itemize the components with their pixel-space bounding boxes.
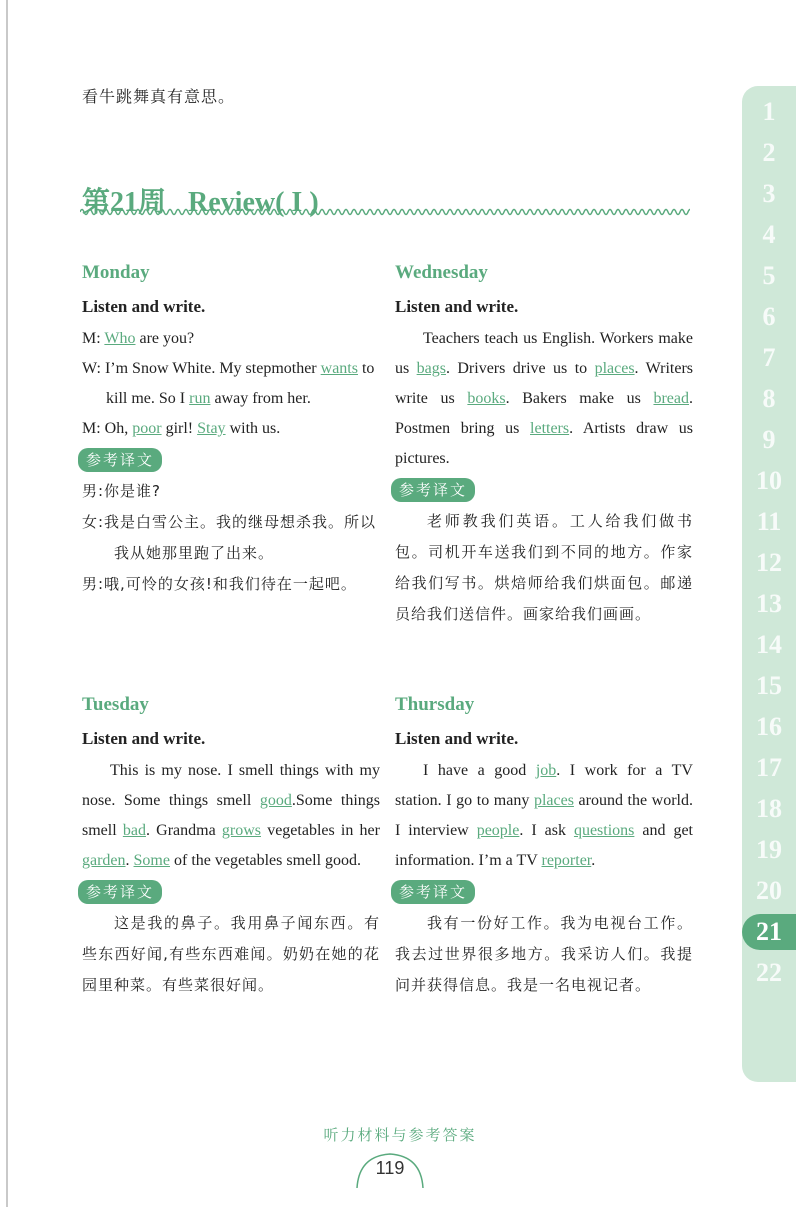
answer-blank: Some bbox=[133, 852, 170, 869]
speaker: M: bbox=[82, 330, 105, 347]
translation bbox=[82, 476, 380, 600]
passage-text: . bbox=[125, 852, 134, 869]
passage-text: . Grandma bbox=[145, 822, 222, 839]
tuesday-section bbox=[82, 690, 380, 1001]
translation: 老师教我们英语。工人给我们做书包。司机开车送我们到不同的地方。作家给我们写书。烘焙师给我们烘面包。邮递员给我们送信件。画家给我们画画。 bbox=[395, 512, 693, 623]
passage-text: . Postmen bring us bbox=[395, 390, 693, 437]
week-tabs bbox=[742, 86, 796, 1082]
answer-blank: places bbox=[533, 792, 574, 809]
week-tab-5[interactable]: 5 bbox=[762, 261, 776, 290]
translation-badge: 参考译文 bbox=[391, 478, 475, 502]
answer-blank: letters bbox=[530, 420, 570, 437]
week-tab-8[interactable]: 8 bbox=[762, 384, 776, 413]
passage-text: . Artists draw us pictures. bbox=[395, 420, 694, 467]
passage-text: . bbox=[591, 852, 596, 869]
week-tab-21[interactable]: 21 bbox=[742, 914, 796, 950]
instruction: Listen and write. bbox=[395, 729, 519, 748]
translation: 我有一份好工作。我为电视台工作。我去过世界很多地方。我采访人们。我提问并获得信息。我是一名电视记者。 bbox=[395, 914, 693, 994]
answer-blank: garden bbox=[82, 852, 126, 869]
passage-text: away from her. bbox=[210, 390, 311, 407]
week-tab-11[interactable]: 11 bbox=[756, 507, 782, 536]
translation-line: 男:哦,可怜的女孩!和我们待在一起吧。 bbox=[82, 575, 357, 593]
answer-blank: questions bbox=[573, 822, 635, 839]
passage-text: I’m Snow White. My stepmother bbox=[104, 360, 321, 377]
passage-text: Teachers teach us English. Workers make us bbox=[395, 330, 693, 377]
answer-blank: Who bbox=[104, 330, 136, 347]
week-tab-7[interactable]: 7 bbox=[762, 343, 776, 372]
dialogue-line bbox=[82, 354, 380, 414]
week-tab-20[interactable]: 20 bbox=[756, 876, 782, 905]
passage-text: . Writers write us bbox=[395, 360, 694, 407]
answer-blank: poor bbox=[132, 420, 162, 437]
answer-blank: Stay bbox=[197, 420, 226, 437]
answer-blank: bags bbox=[416, 360, 446, 377]
translation-badge: 参考译文 bbox=[78, 448, 162, 472]
translation-badge: 参考译文 bbox=[391, 880, 475, 904]
thursday-section bbox=[395, 690, 693, 1001]
passage-text: vegetables in her bbox=[261, 822, 380, 839]
week-tab-4[interactable]: 4 bbox=[762, 220, 776, 249]
day-heading: Thursday bbox=[395, 694, 475, 715]
answer-blank: wants bbox=[320, 360, 358, 377]
week-tab-10[interactable]: 10 bbox=[756, 466, 782, 495]
answer-blank: reporter bbox=[541, 852, 592, 869]
passage bbox=[395, 324, 693, 474]
week-tab-17[interactable]: 17 bbox=[756, 753, 782, 782]
passage-text: Oh, bbox=[104, 420, 133, 437]
day-heading: Monday bbox=[82, 262, 150, 283]
week-tab-12[interactable]: 12 bbox=[756, 548, 782, 577]
answer-blank: bread bbox=[653, 390, 689, 407]
week-tab-6[interactable]: 6 bbox=[762, 302, 776, 331]
week-tab-18[interactable]: 18 bbox=[756, 794, 782, 823]
day-heading: Wednesday bbox=[395, 262, 488, 283]
dialogue-line bbox=[82, 414, 380, 444]
passage-text: to kill me. So I bbox=[106, 360, 375, 407]
page-number bbox=[355, 1150, 425, 1190]
wednesday-section bbox=[395, 258, 693, 630]
answer-blank: run bbox=[189, 390, 211, 407]
week-tab-9[interactable]: 9 bbox=[762, 425, 776, 454]
passage bbox=[395, 756, 693, 876]
answer-blank: places bbox=[594, 360, 635, 377]
page-number-text: 119 bbox=[375, 1158, 405, 1178]
day-heading: Tuesday bbox=[82, 694, 149, 715]
answer-blank: grows bbox=[221, 822, 261, 839]
answer-blank: people bbox=[476, 822, 520, 839]
intro-text: 看牛跳舞真有意思。 bbox=[82, 87, 236, 106]
week-tab-2[interactable]: 2 bbox=[762, 138, 776, 167]
week-tab-19[interactable]: 19 bbox=[756, 835, 782, 864]
passage-text: .Some things smell bbox=[82, 792, 380, 839]
answer-blank: job bbox=[535, 762, 557, 779]
speaker: M: bbox=[82, 420, 105, 437]
passage-text: and get information. I’m a TV bbox=[395, 822, 694, 869]
translation-line: 女:我是白雪公主。我的继母想杀我。所以我从她那里跑了出来。 bbox=[82, 513, 377, 562]
passage-text: girl! bbox=[161, 420, 198, 437]
review-label: Review( I ) bbox=[188, 187, 319, 218]
answer-blank: good bbox=[259, 792, 292, 809]
instruction: Listen and write. bbox=[82, 729, 206, 748]
passage-text: . I ask bbox=[519, 822, 574, 839]
passage-text: . I work for a TV station. I go to many bbox=[395, 762, 693, 809]
translation-badge: 参考译文 bbox=[78, 880, 162, 904]
instruction: Listen and write. bbox=[395, 297, 519, 316]
passage bbox=[82, 756, 380, 876]
passage-text: with us. bbox=[225, 420, 281, 437]
week-tab-22[interactable]: 22 bbox=[756, 958, 782, 987]
week-tab-15[interactable]: 15 bbox=[756, 671, 782, 700]
passage-text: around the world. I interview bbox=[395, 792, 693, 839]
week-tab-16[interactable]: 16 bbox=[756, 712, 782, 741]
title-wave-divider bbox=[80, 205, 690, 219]
week-tab-14[interactable]: 14 bbox=[756, 630, 782, 659]
translation: 这是我的鼻子。我用鼻子闻东西。有些东西好闻,有些东西难闻。奶奶在她的花园里种菜。有些菜很好闻。 bbox=[82, 914, 380, 994]
passage-text: . Drivers drive us to bbox=[445, 360, 595, 377]
passage-text: . Bakers make us bbox=[505, 390, 654, 407]
week-tab-1[interactable]: 1 bbox=[762, 97, 776, 126]
week-tab-3[interactable]: 3 bbox=[762, 179, 776, 208]
week-tab-13[interactable]: 13 bbox=[756, 589, 782, 618]
passage-text: This is my nose. I smell things with my nose. Some things smell bbox=[82, 762, 380, 809]
passage-text: of the vegetables smell good. bbox=[169, 852, 362, 869]
passage-text: I have a good bbox=[423, 762, 536, 779]
footer-title: 听力材料与参考答案 bbox=[323, 1126, 477, 1144]
instruction: Listen and write. bbox=[82, 297, 206, 316]
speaker: W: bbox=[82, 360, 105, 377]
dialogue bbox=[82, 324, 380, 444]
monday-section bbox=[82, 258, 380, 600]
week-label: 第21周 bbox=[82, 187, 167, 218]
answer-blank: books bbox=[467, 390, 506, 407]
binding-edge bbox=[6, 0, 8, 1207]
passage-text: are you? bbox=[135, 330, 195, 347]
translation-line: 男:你是谁? bbox=[82, 482, 162, 500]
dialogue-line bbox=[82, 324, 380, 354]
answer-blank: bad bbox=[122, 822, 146, 839]
